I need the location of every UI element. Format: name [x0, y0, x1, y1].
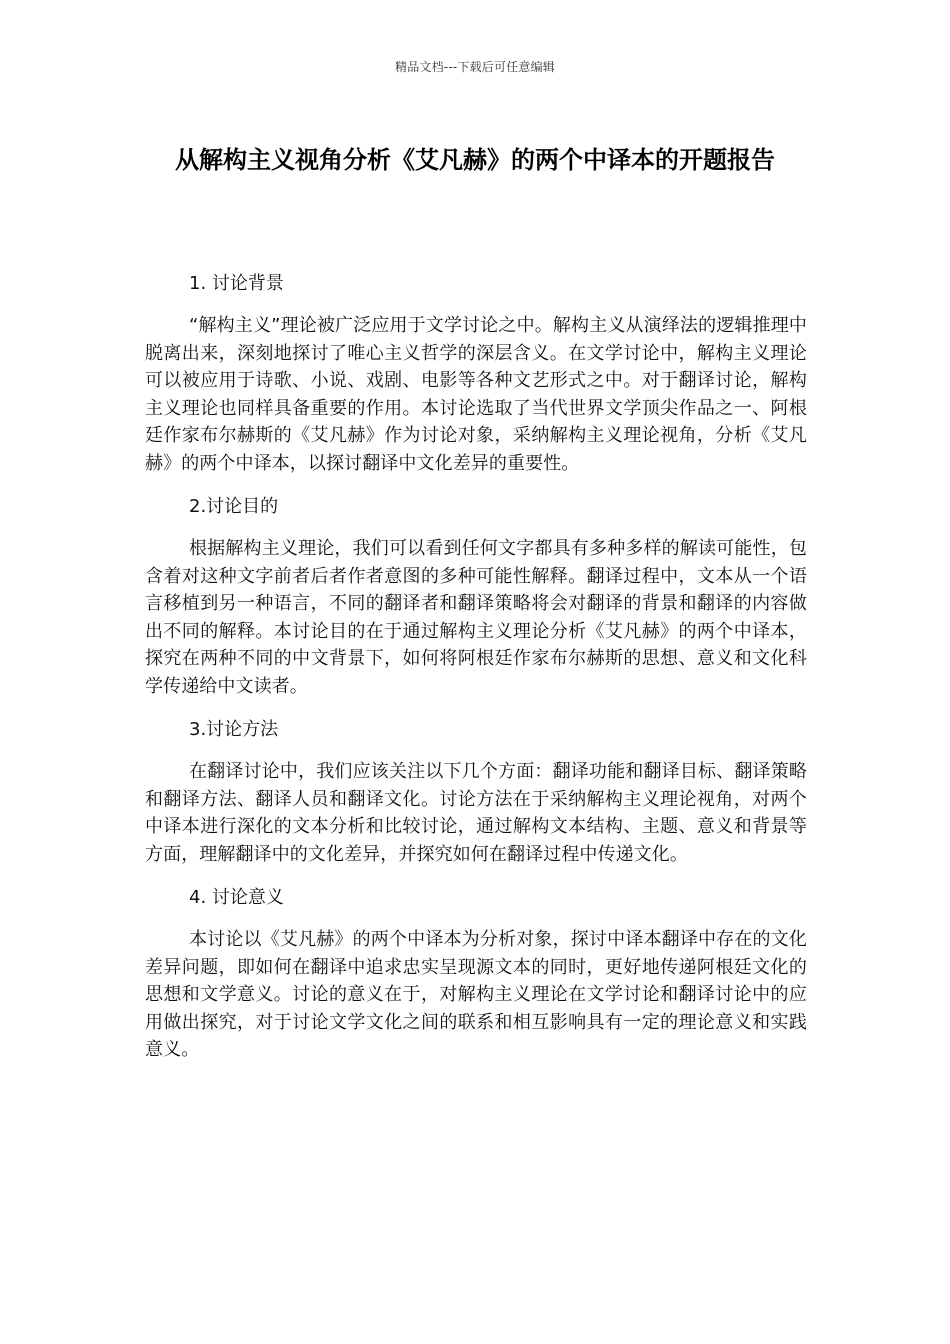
section-heading: 3.讨论方法: [189, 719, 279, 740]
section-paragraph: 根据解构主义理论，我们可以看到任何文字都具有多种多样的解读可能性，包含着对这种文字前者后者作者意图的多种可能性解释。翻译过程中，文本从一个语言移植到另一种语言，不同的翻译者和翻译策略将会对翻译的背景和翻译的内容做出不同的解释。本讨论目的在于通过解构主义理论分析《艾凡赫》的两个中译本，探究在两种不同的中文背景下，如何将阿根廷作家布尔赫斯的思想、意义和文化科学传递给中文读者。: [145, 538, 807, 697]
section-paragraph: “解构主义”理论被广泛应用于文学讨论之中。解构主义从演绎法的逻辑推理中脱离出来，深刻地探讨了唯心主义哲学的深层含义。在文学讨论中，解构主义理论可以被应用于诗歌、小说、戏剧、电影等各种文艺形式之中。对于翻译讨论，解构主义理论也同样具备重要的作用。本讨论选取了当代世界文学顶尖作品之一、阿根廷作家布尔赫斯的《艾凡赫》作为讨论对象，采纳解构主义理论视角，分析《艾凡赫》的两个中译本，以探讨翻译中文化差异的重要性。: [145, 315, 807, 474]
page-header: 精品文档---下载后可任意编辑: [395, 60, 555, 74]
section-paragraph: 本讨论以《艾凡赫》的两个中译本为分析对象，探讨中译本翻译中存在的文化差异问题，即如何在翻译中追求忠实呈现源文本的同时，更好地传递阿根廷文化的思想和文学意义。讨论的意义在于，对解构主义理论在文学讨论和翻译讨论中的应用做出探究，对于讨论文学文化之间的联系和相互影响具有一定的理论意义和实践意义。: [145, 929, 807, 1060]
document-title: 从解构主义视角分析《艾凡赫》的两个中译本的开题报告: [175, 146, 775, 174]
section-background: [145, 268, 807, 477]
document-body: [145, 268, 807, 1078]
section-method: [145, 714, 807, 868]
section-significance: [145, 882, 807, 1064]
section-purpose: [145, 491, 807, 700]
section-heading: 2.讨论目的: [189, 496, 279, 517]
section-heading: 4. 讨论意义: [189, 887, 284, 908]
section-paragraph: 在翻译讨论中，我们应该关注以下几个方面：翻译功能和翻译目标、翻译策略和翻译方法、翻译人员和翻译文化。讨论方法在于采纳解构主义理论视角，对两个中译本进行深化的文本分析和比较讨论，通过解构文本结构、主题、意义和背景等方面，理解翻译中的文化差异，并探究如何在翻译过程中传递文化。: [145, 761, 807, 865]
section-heading: 1. 讨论背景: [189, 273, 284, 294]
